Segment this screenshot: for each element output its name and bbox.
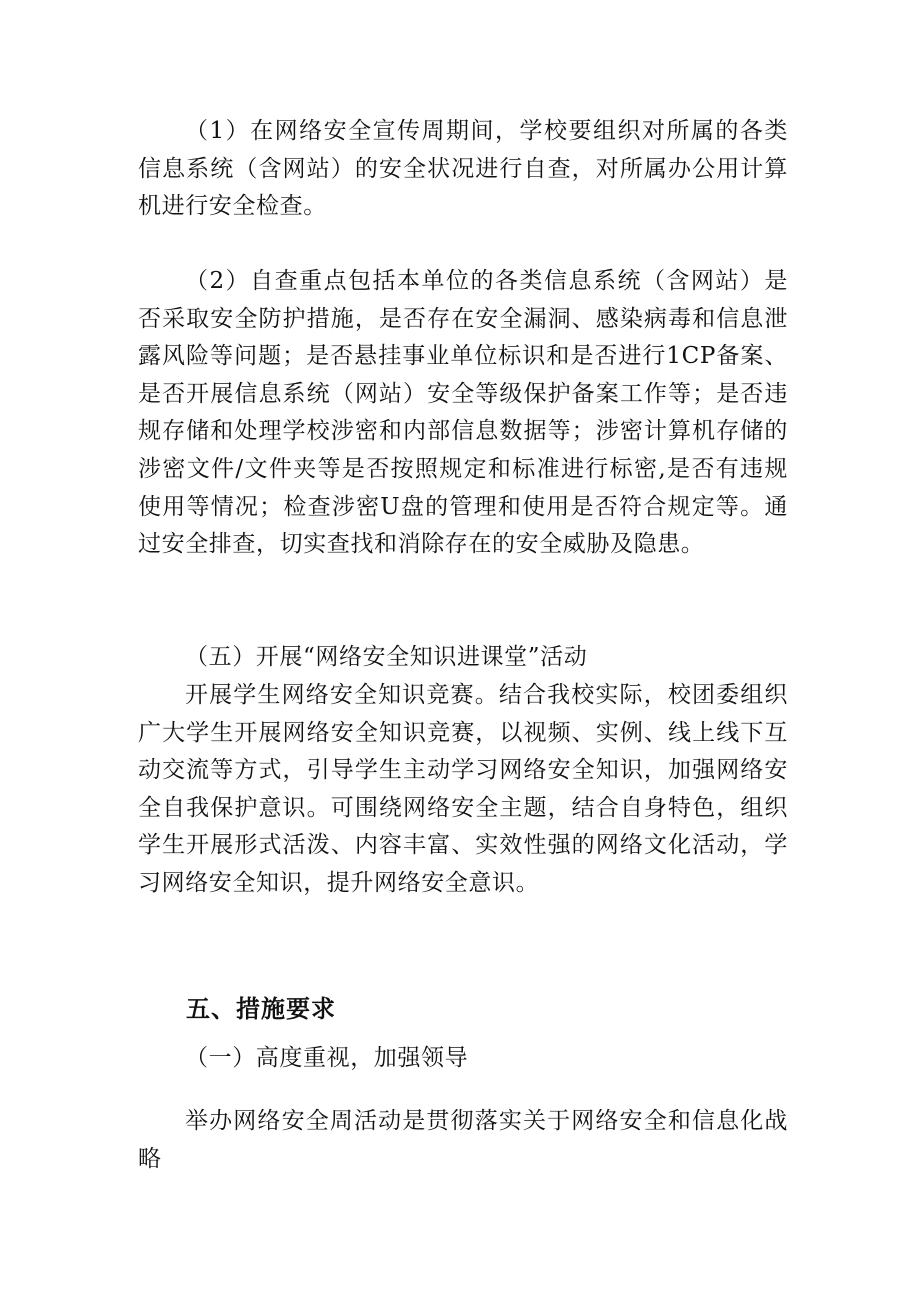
paragraph-knowledge-contest: 开展学生网络安全知识竞赛。结合我校实际，校团委组织广大学生开展网络安全知识竞赛，以视频、实例、线上线下互动交流等方式，引导学生主动学习网络安全知识，加强网络安全自我保护意识。可围绕网络安全主题，结合自身特色，组织学生开展形式活泼、内容丰富、实效性强的网络文化活动，学习网络安全知识，提升网络安全意识。 xyxy=(138,682,788,896)
paragraph-inspection-focus: （2）自查重点包括本单位的各类信息系统（含网站）是否采取安全防护措施，是否存在安全漏洞、感染病毒和信息泄露风险等问题；是否悬挂事业单位标识和是否进行1CP备案、是否开展信息系统（网站）安全等级保护备案工作等；是否违规存储和处理学校涉密和内部信息数据等；涉密计算机存储的涉密文件/文件夹等是否按照规定和标准进行标密,是否有违规使用等情况；检查涉密U盘的管理和使用是否符合规定等。通过安全排查，切实查找和消除存在的安全威胁及隐患。 xyxy=(138,268,788,558)
section-heading-measures: 五、措施要求 xyxy=(186,995,336,1023)
subheading-classroom-activity: （五）开展“网络安全知识进课堂”活动 xyxy=(185,644,588,670)
subheading-leadership: （一）高度重视，加强领导 xyxy=(185,1045,469,1071)
paragraph-security-week: 举办网络安全周活动是贯彻落实关于网络安全和信息化战略 xyxy=(138,1108,788,1172)
paragraph-self-inspection: （1）在网络安全宣传周期间，学校要组织对所属的各类信息系统（含网站）的安全状况进行自查，对所属办公用计算机进行安全检查。 xyxy=(138,118,788,220)
